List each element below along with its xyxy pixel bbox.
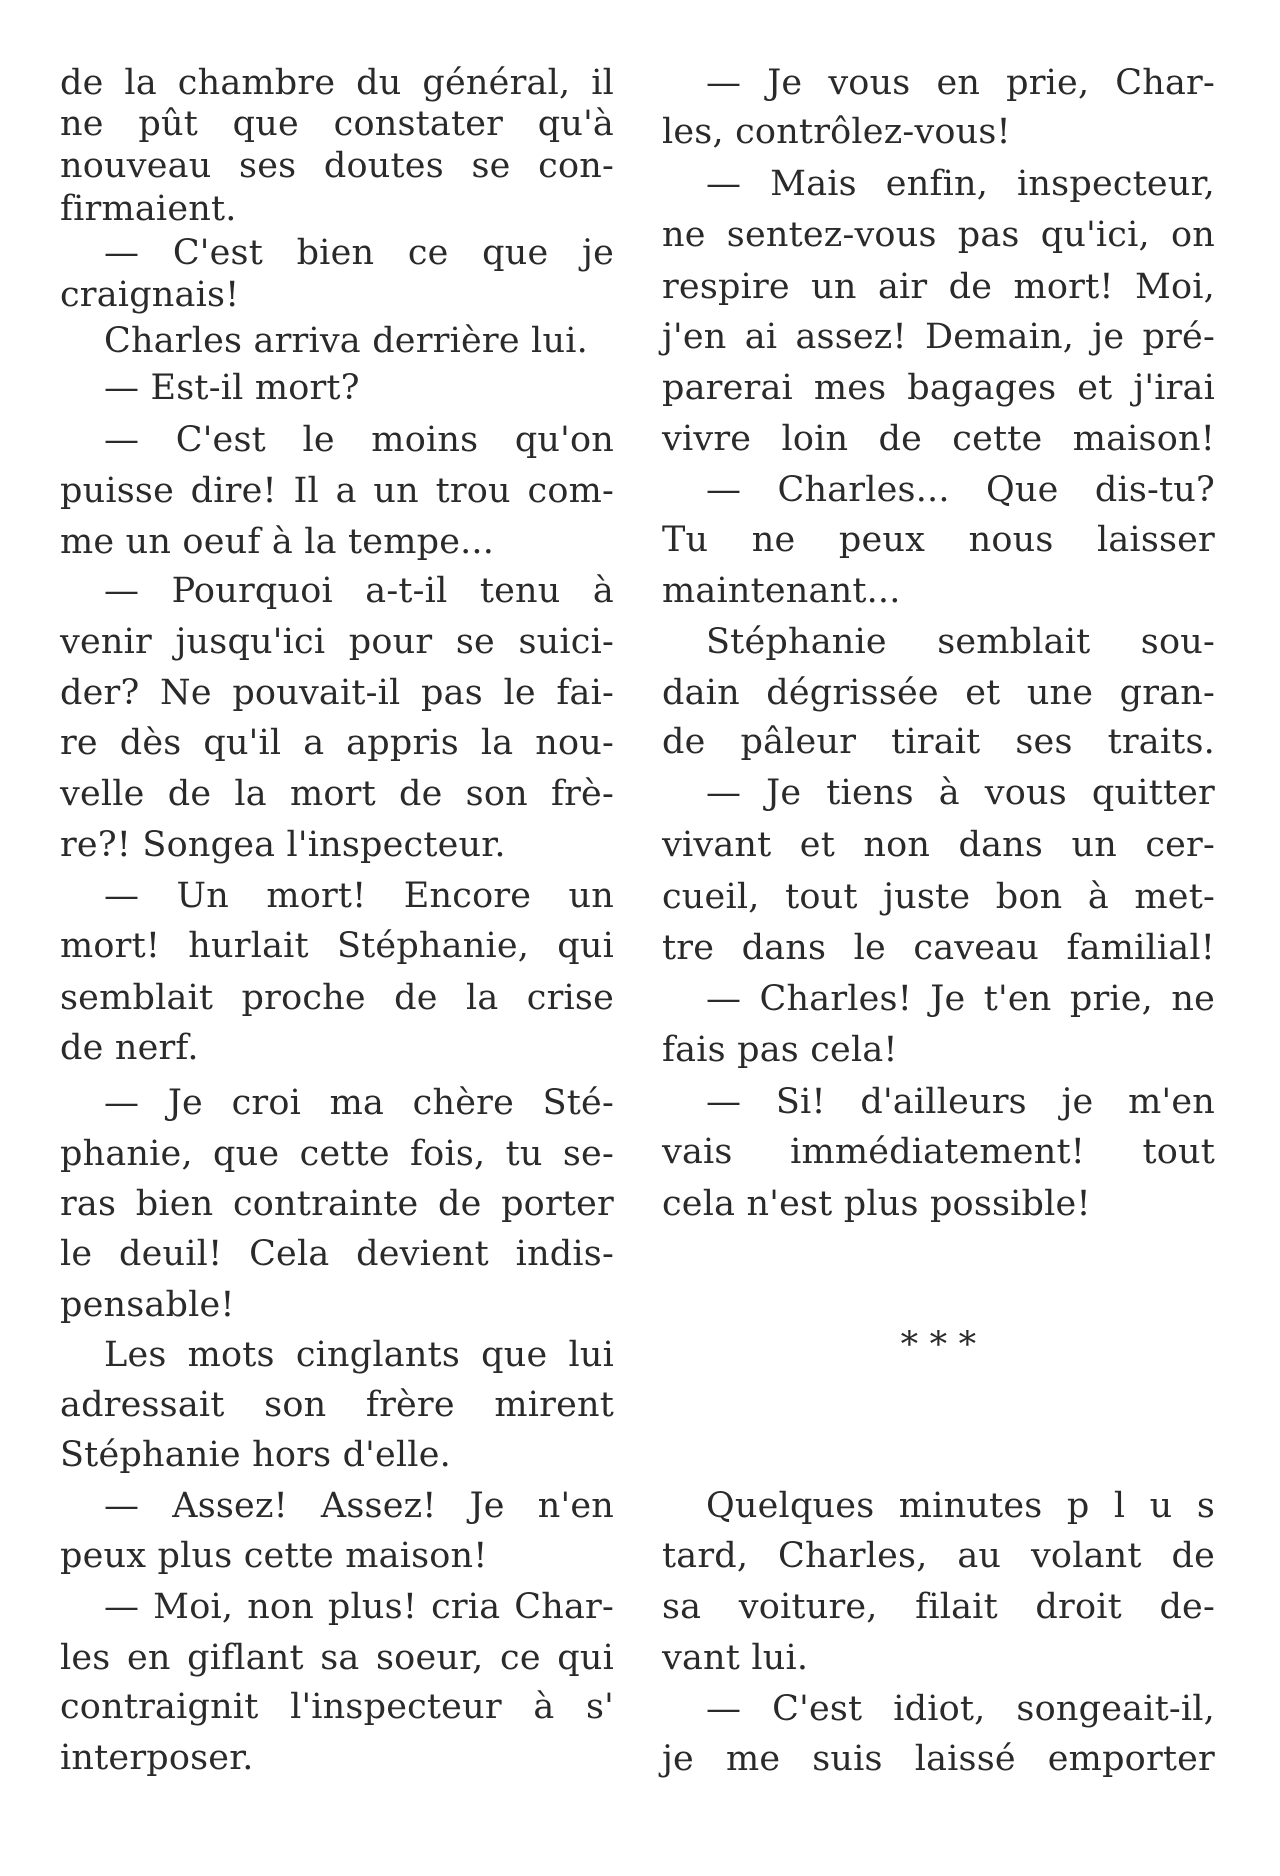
text-line: craignais! xyxy=(60,275,240,315)
text-line: re dès qu'il a appris la nou- xyxy=(60,723,614,764)
text-line: der? Ne pouvait-il pas le fai- xyxy=(60,672,614,713)
text-line: Stéphanie hors d'elle. xyxy=(60,1434,451,1475)
text-line: vant lui. xyxy=(662,1637,809,1678)
text-line: les en giflant sa soeur, ce qui xyxy=(60,1637,614,1678)
text-line: — Charles! Je t'en prie, ne xyxy=(706,979,1215,1020)
text-line: vivant et non dans un cer- xyxy=(662,824,1215,865)
text-line: venir jusqu'ici pour se suici- xyxy=(60,621,614,662)
text-line: parerai mes bagages et j'irai xyxy=(662,368,1215,409)
text-line: tard, Charles, au volant de xyxy=(662,1536,1215,1577)
text-line: — C'est bien ce que je xyxy=(104,232,614,273)
text-line: cueil, tout juste bon à met- xyxy=(662,876,1215,917)
text-line: ras bien contrainte de porter xyxy=(60,1183,614,1224)
text-line: interposer. xyxy=(60,1738,254,1779)
text-line: tre dans le caveau familial! xyxy=(662,927,1215,968)
text-line: semblait proche de la crise xyxy=(60,978,614,1019)
text-line: Stéphanie semblait sou- xyxy=(706,621,1215,662)
text-line: je me suis laissé emporter xyxy=(662,1739,1215,1780)
text-line: adressait son frère mirent xyxy=(60,1385,614,1426)
text-line: — C'est le moins qu'on xyxy=(104,420,614,461)
text-line: Les mots cinglants que lui xyxy=(104,1334,614,1375)
text-line: — Assez! Assez! Je n'en xyxy=(104,1485,614,1526)
text-line: velle de la mort de son frè- xyxy=(60,774,614,815)
text-line: — C'est idiot, songeait-il, xyxy=(706,1688,1215,1729)
text-line: — Charles... Que dis-tu? xyxy=(706,469,1215,510)
section-separator: * * * xyxy=(900,1325,977,1366)
text-line: — Je tiens à vous quitter xyxy=(706,772,1215,813)
text-line: — Est-il mort? xyxy=(104,368,360,409)
text-line: sa voiture, filait droit de- xyxy=(662,1587,1215,1628)
text-line: Tu ne peux nous laisser xyxy=(662,520,1215,561)
text-line: de pâleur tirait ses traits. xyxy=(662,722,1215,763)
text-line: — Si! d'ailleurs je m'en xyxy=(706,1082,1215,1123)
text-line: fais pas cela! xyxy=(662,1030,898,1071)
text-line: — Mais enfin, inspecteur, xyxy=(706,164,1215,205)
text-line: les, contrôlez-vous! xyxy=(662,112,1011,153)
text-line: cela n'est plus possible! xyxy=(662,1183,1091,1224)
text-line: — Je croi ma chère Sté- xyxy=(104,1083,614,1124)
text-line: me un oeuf à la tempe... xyxy=(60,521,495,562)
text-line: — Je vous en prie, Char- xyxy=(706,62,1215,103)
text-line: de nerf. xyxy=(60,1027,199,1068)
text-line: nouveau ses doutes se con- xyxy=(60,146,614,187)
text-line: Quelques minutes p l u s xyxy=(706,1485,1215,1526)
text-line: pensable! xyxy=(60,1285,235,1326)
text-line: ne pût que constater qu'à xyxy=(60,103,614,144)
left-text-column xyxy=(60,0,614,1876)
text-line: ne sentez-vous pas qu'ici, on xyxy=(662,214,1215,255)
text-line: contraignit l'inspecteur à s' xyxy=(60,1687,614,1728)
right-text-column xyxy=(662,0,1215,1876)
text-line: re?! Songea l'inspecteur. xyxy=(60,824,506,865)
text-line: firmaient. xyxy=(60,188,237,229)
text-line: phanie, que cette fois, tu se- xyxy=(60,1134,614,1175)
text-line: — Un mort! Encore un xyxy=(104,875,614,916)
text-line: maintenant... xyxy=(662,571,901,612)
text-line: puisse dire! Il a un trou com- xyxy=(60,470,614,511)
text-line: vivre loin de cette maison! xyxy=(662,418,1215,459)
text-line: dain dégrissée et une gran- xyxy=(662,672,1215,713)
text-line: Charles arriva derrière lui. xyxy=(104,321,588,362)
text-line: — Pourquoi a-t-il tenu à xyxy=(104,571,614,612)
text-line: peux plus cette maison! xyxy=(60,1536,488,1577)
text-line: mort! hurlait Stéphanie, qui xyxy=(60,926,614,967)
text-line: vais immédiatement! tout xyxy=(662,1131,1215,1172)
text-line: j'en ai assez! Demain, je pré- xyxy=(662,317,1215,358)
text-line: de la chambre du général, il xyxy=(60,62,614,103)
text-line: — Moi, non plus! cria Char- xyxy=(104,1587,614,1628)
text-line: respire un air de mort! Moi, xyxy=(662,266,1215,307)
text-line: le deuil! Cela devient indis- xyxy=(60,1234,614,1275)
